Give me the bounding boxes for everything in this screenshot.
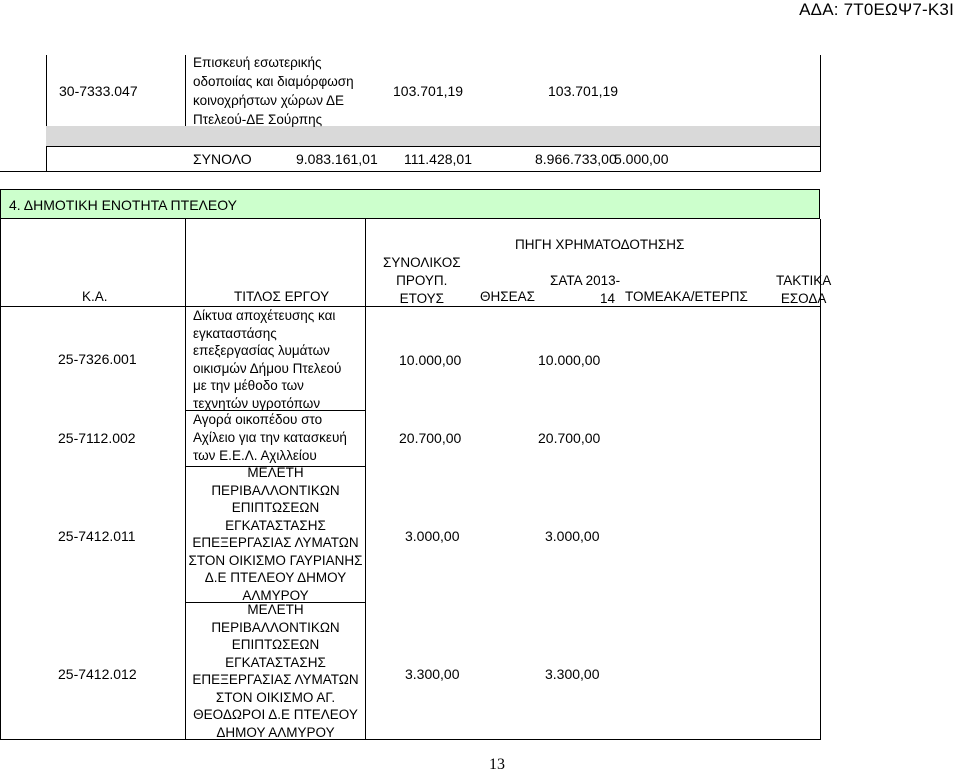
header-tomeaka: ΤΟΜΕΑΚΑ/ΕΤΕΡΠΣ xyxy=(625,289,748,304)
row-title: Δίκτυα αποχέτευσης και εγκαταστάσης επεξεργασίας λυμάτων οικισμών Δήμου Πτελεού με την μέθοδο των τεχνητών υγροτόπων xyxy=(193,308,342,411)
row-title: Επισκευή εσωτερικής οδοποιίας και διαμόρφωση κοινοχρήστων χώρων ΔΕ Πτελεού-ΔΕ Σούρπης xyxy=(193,55,354,127)
row-code: 25-7112.002 xyxy=(58,430,136,446)
row-total-budget: 20.700,00 xyxy=(399,430,462,446)
row-title: Αγορά οικοπέδου στο Αχίλειο για την κατασκευή των Ε.Ε.Λ. Αχιλλείου xyxy=(193,412,347,463)
row-title: ΜΕΛΕΤΗ ΠΕΡΙΒΑΛΛΟΝΤΙΚΩΝ ΕΠΙΠΤΩΣΕΩΝ ΕΓΚΑΤΑΣΤΑΣΗΣ ΕΠΕΞΕΡΓΑΣΙΑΣ ΛΥΜΑΤΩΝ ΣΤΟΝ ΟΙΚΙΣΜΟ ΓΑΥΡΙΑΝΗΣ Δ.Ε ΠΤΕΛΕΟΥ ΔΗΜΟΥ ΑΛΜΥΡΟΥ xyxy=(188,465,363,603)
section-title-band xyxy=(0,189,820,219)
row-total-budget: 3.300,00 xyxy=(405,666,460,682)
row-sata: 3.000,00 xyxy=(545,528,600,544)
total-tomeaka: 5.000,00 xyxy=(614,151,669,167)
section-title: 4. ΔΗΜΟΤΙΚΗ ΕΝΟΤΗΤΑ ΠΤΕΛΕΟΥ xyxy=(9,197,238,213)
header-total-budget: ΣΥΝΟΛΙΚΟΣ ΠΡΟΥΠ. ΕΤΟΥΣ xyxy=(383,255,461,306)
header-thiseas: ΘΗΣΕΑΣ xyxy=(480,289,535,304)
row-sata: 10.000,00 xyxy=(538,352,601,368)
row-sata: 3.300,00 xyxy=(545,666,600,682)
row-total-budget: 10.000,00 xyxy=(399,352,462,368)
row-sata: 103.701,19 xyxy=(548,83,619,99)
header-code: Κ.Α. xyxy=(82,289,108,304)
row-code: 25-7412.012 xyxy=(58,666,137,682)
page-number: 13 xyxy=(489,756,505,773)
total-sata: 8.966.733,00 xyxy=(535,151,617,167)
header-title: ΤΙΤΛΟΣ ΕΡΓΟΥ xyxy=(234,289,330,304)
row-sata: 20.700,00 xyxy=(538,430,601,446)
ada-code: ΑΔΑ: 7Τ0ΕΩΨ7-Κ3Ι xyxy=(799,0,954,19)
row-title: ΜΕΛΕΤΗ ΠΕΡΙΒΑΛΛΟΝΤΙΚΩΝ ΕΠΙΠΤΩΣΕΩΝ ΕΓΚΑΤΑΣΤΑΣΗΣ ΕΠΕΞΕΡΓΑΣΙΑΣ ΛΥΜΑΤΩΝ ΣΤΟΝ ΟΙΚΙΣΜΟ ΑΓ. ΘΕΟΔΩΡΟΙ Δ.Ε ΠΤΕΛΕΟΥ ΔΗΜΟΥ ΑΛΜΥΡΟΥ xyxy=(192,602,359,740)
row-total-budget: 103.701,19 xyxy=(393,83,464,99)
row-total-budget: 3.000,00 xyxy=(405,528,460,544)
header-taktika: ΤΑΚΤΙΚΑ ΕΣΟΔΑ xyxy=(776,273,832,306)
row-code: 30-7333.047 xyxy=(59,83,138,99)
header-sata: ΣΑΤΑ 2013- 14 xyxy=(550,273,621,306)
header-funding-source: ΠΗΓΗ ΧΡΗΜΑΤΟΔΟΤΗΣΗΣ xyxy=(515,237,685,252)
row-code: 25-7412.011 xyxy=(58,528,136,544)
row-code: 25-7326.001 xyxy=(58,351,137,367)
total-budget: 9.083.161,01 xyxy=(296,151,378,167)
total-thiseas: 111.428,01 xyxy=(404,151,472,167)
spacer-row xyxy=(46,126,820,146)
total-label: ΣΥΝΟΛΟ xyxy=(193,151,252,167)
